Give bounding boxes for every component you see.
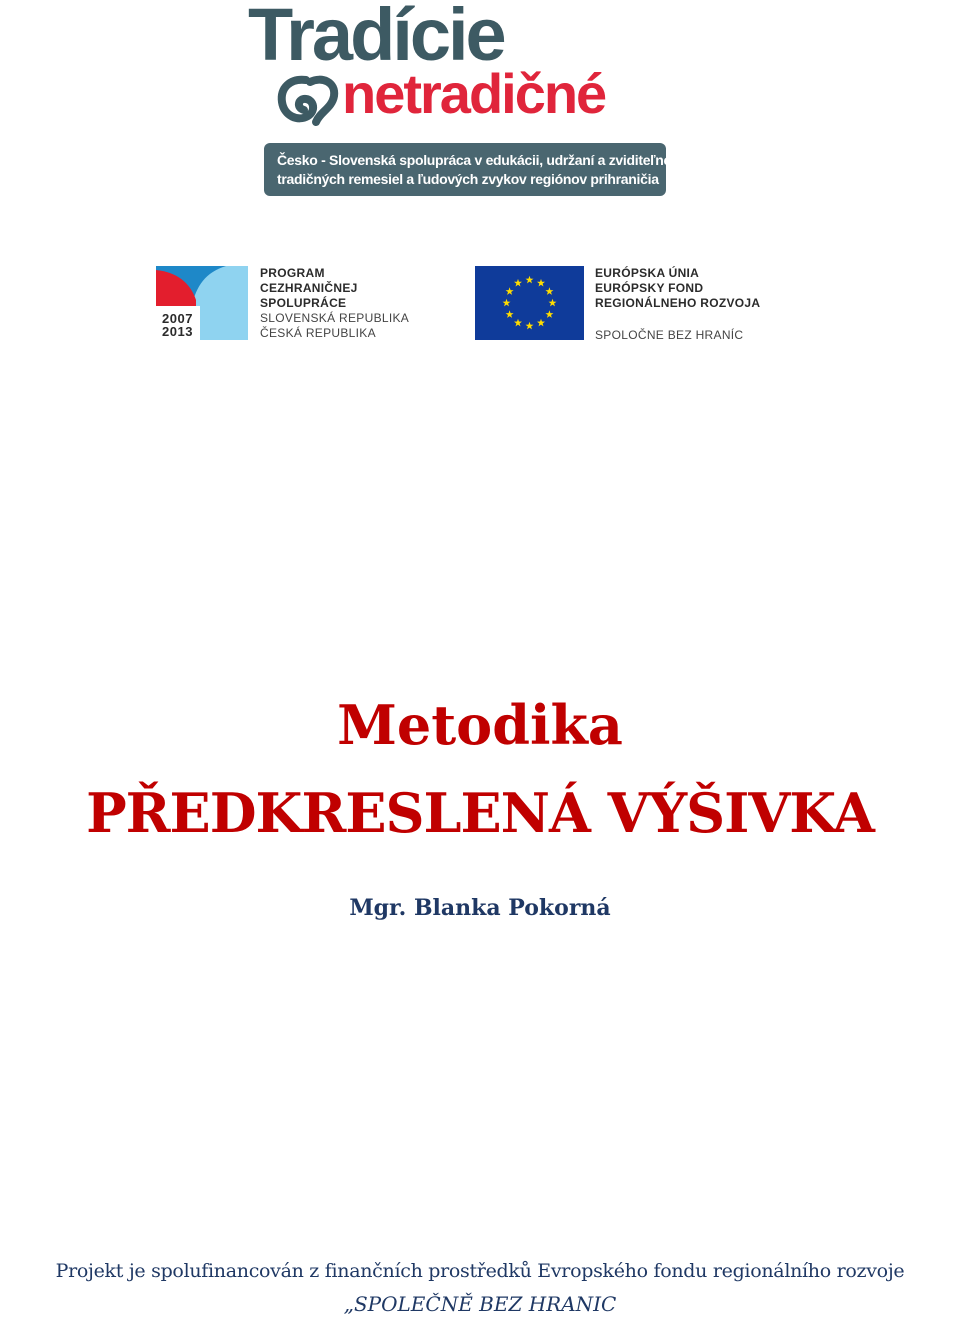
eu-line4: SPOLOČNE BEZ HRANÍC xyxy=(595,328,744,342)
logo-word-tradicie: Tradície xyxy=(248,0,504,76)
logo-banner-line1: Česko - Slovenská spolupráca v edukácii, udržaní a zviditeľnení xyxy=(277,152,683,168)
eu-line2: EURÓPSKY FOND xyxy=(595,281,704,295)
program-line1: PROGRAM xyxy=(260,266,325,280)
project-logo xyxy=(248,0,688,200)
logo-ampersand-icon xyxy=(276,72,342,128)
logo-word-netradicne: netradičné xyxy=(342,62,606,125)
program-line4: SLOVENSKÁ REPUBLIKA xyxy=(260,311,410,325)
program-text xyxy=(260,266,409,341)
eu-text xyxy=(595,266,760,343)
footer-motto: „SPOLEČNĚ BEZ HRANIC xyxy=(343,1292,617,1316)
eu-line1: EURÓPSKA ÚNIA xyxy=(595,266,700,280)
logo-banner xyxy=(264,143,683,196)
eu-logo xyxy=(475,266,805,342)
program-years xyxy=(162,312,193,338)
logo-banner-line2: tradičných remesiel a ľudových zvykov regiónov prihraničia xyxy=(277,171,659,187)
document-title-line1: Metodika xyxy=(337,693,623,757)
document-title-line2: PŘEDKRESLENÁ VÝŠIVKA xyxy=(86,781,874,845)
program-logo xyxy=(156,266,446,342)
eu-line3: REGIONÁLNEHO ROZVOJA xyxy=(595,296,761,310)
document-author: Mgr. Blanka Pokorná xyxy=(349,895,611,921)
program-year-end: 2013 xyxy=(162,324,193,339)
program-line2: CEZHRANIČNEJ xyxy=(260,281,358,295)
eu-flag-icon xyxy=(475,266,584,340)
program-line5: ČESKÁ REPUBLIKA xyxy=(260,326,376,340)
program-year-start: 2007 xyxy=(162,311,193,326)
funding-statement: Projekt je spolufinancován z finančních prostředků Evropského fondu regionálního rozvoje xyxy=(55,1260,905,1282)
program-line3: SPOLUPRÁCE xyxy=(260,296,347,310)
